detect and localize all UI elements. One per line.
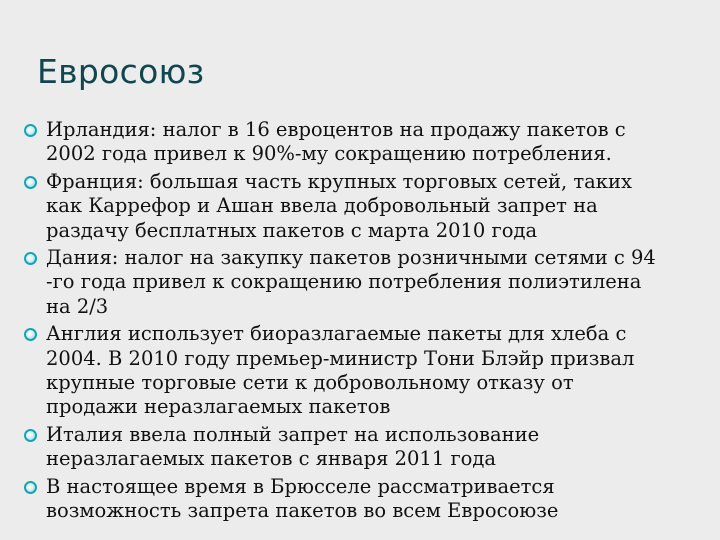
- bullet-line: неразлагаемых пакетов с января 2011 года: [46, 447, 497, 471]
- bullet-text: [46, 170, 695, 243]
- bullet-line: как Каррефор и Ашан ввела добровольный запрет на: [46, 194, 598, 218]
- bullet-item-brussels: [23, 475, 695, 524]
- bullet-line: Франция: большая часть крупных торговых сетей, таких: [46, 169, 632, 193]
- bullet-text: [46, 246, 695, 319]
- bullet-text: [46, 475, 695, 524]
- bullet-line: возможность запрета пакетов во всем Евросоюзе: [46, 499, 559, 523]
- round-bullet-icon: [24, 429, 37, 442]
- bullet-line: крупные торговые сети к добровольному отказу от: [46, 371, 574, 395]
- bullet-line: Италия ввела полный запрет на использование: [46, 422, 540, 446]
- bullet-line: 2004. В 2010 году премьер-министр Тони Блэйр призвал: [46, 346, 635, 370]
- bullet-line: Дания: налог на закупку пакетов розничными сетями с 94: [46, 246, 656, 270]
- bullet-item-france: [23, 170, 695, 243]
- round-bullet-icon: [24, 481, 37, 494]
- slide-title: Евросоюз: [37, 52, 205, 91]
- bullet-line: Англия использует биоразлагаемые пакеты для хлеба с: [46, 322, 627, 346]
- round-bullet-icon: [24, 328, 37, 341]
- bullet-text: [46, 118, 695, 167]
- bullet-item-england: [23, 322, 695, 420]
- bullet-line: Ирландия: налог в 16 евроцентов на продажу пакетов с: [46, 118, 626, 141]
- bullet-line: 2002 года привел к 90%-му сокращению потребления.: [46, 142, 612, 166]
- bullet-item-italy: [23, 423, 695, 472]
- bullet-list: [23, 118, 695, 527]
- bullet-line: раздачу бесплатных пакетов с марта 2010 года: [46, 218, 538, 242]
- bullet-item-ireland: [23, 118, 695, 167]
- bullet-line: В настоящее время в Брюсселе рассматривается: [46, 474, 555, 498]
- bullet-line: на 2/3: [46, 294, 109, 318]
- round-bullet-icon: [24, 252, 37, 265]
- bullet-line: -го года привел к сокращению потребления полиэтилена: [46, 270, 642, 294]
- bullet-text: [46, 322, 695, 420]
- bullet-item-denmark: [23, 246, 695, 319]
- round-bullet-icon: [24, 176, 37, 189]
- bullet-text: [46, 423, 695, 472]
- round-bullet-icon: [24, 124, 37, 137]
- bullet-line: продажи неразлагаемых пакетов: [46, 395, 391, 419]
